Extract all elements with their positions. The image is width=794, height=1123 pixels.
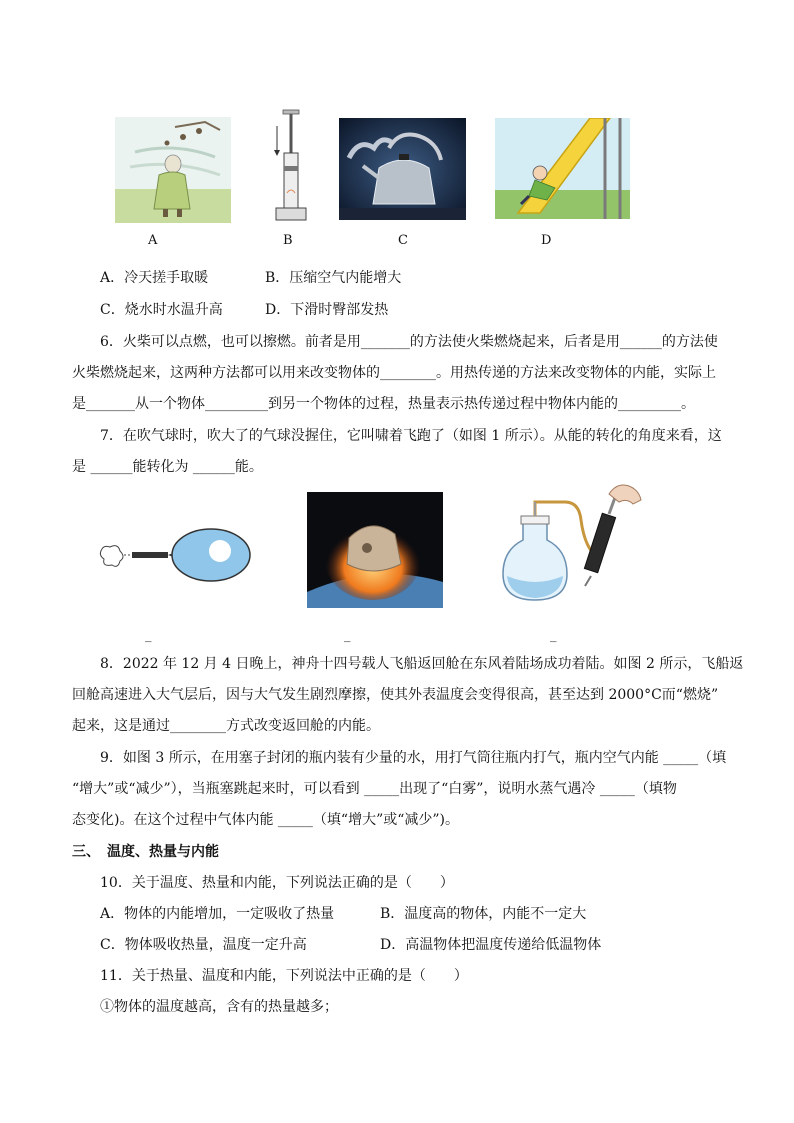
figure-1-balloon	[96, 527, 256, 583]
q10-option-b: B．温度高的物体，内能不一定大	[380, 906, 587, 922]
q9-line-2: “增大”或“减少”），当瓶塞跳起来时，可以看到 _____出现了“白雾”，说明水蒸气遇冷 _____（填物	[72, 781, 677, 797]
q7-line-1: 7．在吹气球时，吹大了的气球没握住，它叫啸着飞跑了（如图 1 所示）。从能的转化的角度来看，这	[100, 428, 722, 444]
figure-1-caption: _	[145, 628, 152, 643]
q8-line-2: 回舱高速进入大气层后，因与大气发生剧烈摩擦，使其外表温度会变得很高，甚至达到 2000°C而“燃烧”	[72, 687, 719, 703]
q5-option-d: D．下滑时臀部发热	[265, 302, 389, 318]
q6-line-2: 火柴燃烧起来，这两种方法都可以用来改变物体的________。用热传递的方法来改变物体的内能，实际上	[72, 365, 716, 381]
figure-caption-a: A	[148, 233, 158, 248]
figure-2-reentry-capsule	[307, 492, 443, 608]
figure-caption-c: C	[398, 233, 408, 248]
figure-3-caption: _	[550, 628, 557, 643]
q9-line-3: 态变化)。在这个过程中气体内能 _____（填“增大”或“减少”)。	[72, 812, 460, 828]
q5-option-c: C．烧水时水温升高	[100, 302, 223, 318]
figure-d-slide	[495, 118, 630, 219]
q11-item-1: ①物体的温度越高，含有的热量越多；	[100, 999, 338, 1015]
q11-stem: 11．关于热量、温度和内能，下列说法中正确的是（ ）	[100, 968, 468, 984]
section-3-number: 三、	[72, 844, 100, 860]
figure-caption-b: B	[283, 233, 293, 248]
q6-line-3: 是_______从一个物体_________到另一个物体的过程，热量表示热传递过程中物体内能的_________。	[72, 396, 695, 412]
q9-line-1: 9．如图 3 所示，在用塞子封闭的瓶内装有少量的水，用打气筒往瓶内打气，瓶内空气内能 _____（填	[100, 750, 727, 766]
figure-b-air-compression-syringe	[272, 108, 310, 224]
q5-option-a: A．冷天搓手取暖	[100, 270, 209, 286]
q8-line-1: 8．2022 年 12 月 4 日晚上，神舟十四号载人飞船返回舱在东风着陆场成功着陆。如图 2 所示，飞船返	[100, 656, 744, 672]
figure-caption-d: D	[541, 233, 552, 248]
figure-a-rubbing-hands	[115, 117, 231, 223]
figure-3-bottle-pump	[501, 484, 643, 608]
q7-line-2: 是 ______能转化为 ______能。	[72, 459, 263, 475]
section-3-title: 温度、热量与内能	[107, 844, 219, 860]
figure-c-kettle	[339, 118, 466, 220]
q10-option-c: C．物体吸收热量，温度一定升高	[100, 937, 307, 953]
q6-line-1: 6．火柴可以点燃，也可以擦燃。前者是用_______的方法使火柴燃烧起来，后者是用______的方法使	[100, 334, 718, 350]
q5-option-b: B．压缩空气内能增大	[265, 270, 402, 286]
q10-stem: 10．关于温度、热量和内能，下列说法正确的是（ ）	[100, 875, 454, 891]
q10-option-a: A．物体的内能增加，一定吸收了热量	[100, 906, 335, 922]
figure-2-caption: _	[344, 628, 351, 643]
q8-line-3: 起来，这是通过________方式改变返回舱的内能。	[72, 718, 380, 734]
q10-option-d: D．高温物体把温度传递给低温物体	[380, 937, 602, 953]
